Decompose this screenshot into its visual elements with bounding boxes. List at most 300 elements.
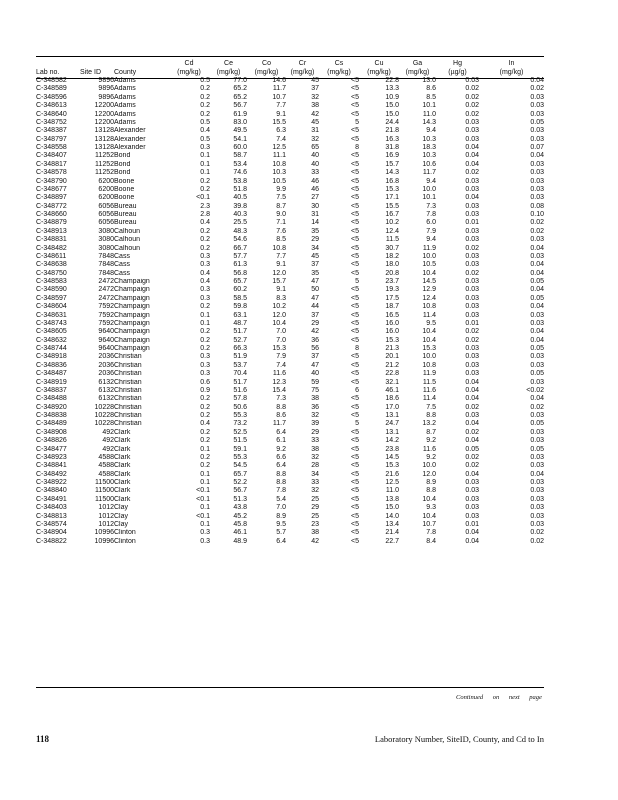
table-cell: 48.7 [233, 319, 247, 327]
table-cell: 0.03 [530, 194, 544, 202]
table-cell: 0.02 [465, 336, 479, 344]
table-row [36, 228, 544, 236]
table-cell: 31 [311, 211, 319, 218]
table-cell: <5 [351, 202, 359, 210]
table-cell: 15.0 [385, 102, 399, 110]
table-cell: 30.7 [385, 244, 399, 252]
table-cell: 0.2 [200, 328, 210, 336]
table-cell: 25 [311, 495, 319, 503]
table-cell: Bureau [114, 202, 137, 210]
table-cell: 38 [311, 102, 319, 110]
table-cell: C-348772 [36, 202, 67, 210]
table-cell: 32 [311, 487, 319, 495]
table-cell: 10.1 [422, 102, 436, 110]
table-cell: 34 [311, 470, 319, 478]
table-cell: 0.03 [530, 311, 544, 319]
table-cell: C-348638 [36, 261, 67, 269]
table-row [36, 253, 544, 261]
table-cell: 8 [355, 144, 359, 151]
column-header [479, 58, 544, 77]
table-row [36, 286, 544, 294]
table-cell: 11.5 [422, 378, 436, 386]
table-cell: <5 [351, 185, 359, 193]
table-cell: 11.4 [422, 395, 436, 403]
table-cell: Cass [114, 261, 130, 269]
table-cell: 0.04 [465, 144, 479, 151]
table-cell: C-348750 [36, 269, 67, 277]
table-cell: <5 [351, 520, 359, 528]
table-cell: 40 [311, 370, 319, 378]
table-cell: 30 [311, 202, 319, 210]
table-cell: 0.2 [200, 177, 210, 185]
table-cell: 0.03 [465, 504, 479, 512]
table-cell: C-348491 [36, 495, 67, 503]
table-cell: C-348790 [36, 177, 67, 185]
table-cell: Champaign [114, 278, 150, 285]
table-cell: 0.03 [530, 135, 544, 143]
table-cell: 32 [311, 412, 319, 419]
table-cell: 8.8 [276, 470, 286, 478]
table-cell: 0.03 [465, 252, 479, 260]
table-cell: 2036 [98, 353, 114, 361]
column-header [36, 58, 80, 77]
table-cell: 5 [355, 420, 359, 428]
table-row [36, 521, 544, 529]
table-cell: 10.0 [422, 353, 436, 361]
table-cell: <5 [351, 269, 359, 277]
table-row [36, 529, 544, 537]
table-cell: 51.7 [233, 378, 247, 386]
table-cell: 31.8 [385, 144, 399, 151]
column-header-unit: (mg/kg) [499, 69, 524, 76]
table-cell: 5 [355, 278, 359, 285]
table-cell: 0.02 [465, 453, 479, 461]
table-cell: 15.3 [385, 462, 399, 470]
table-cell: 17.5 [385, 294, 399, 302]
column-header [359, 58, 399, 77]
table-cell: 59 [311, 378, 319, 386]
table-cell: 65.7 [233, 278, 247, 285]
table-cell: 46.1 [385, 386, 399, 394]
table-cell: 50 [311, 286, 319, 294]
table-row [36, 538, 544, 546]
table-cell: Alexander [114, 135, 146, 143]
table-cell: Adams [114, 102, 136, 110]
table-cell: 51.6 [233, 386, 247, 394]
column-header [210, 58, 247, 77]
table-cell: Alexander [114, 127, 146, 135]
table-cell: 13128 [94, 127, 114, 135]
table-cell: <5 [351, 445, 359, 453]
table-cell: 2036 [98, 370, 114, 378]
table-cell: 7848 [98, 252, 114, 260]
table-cell: 10.3 [422, 152, 436, 160]
table-cell: 83.0 [233, 118, 247, 126]
table-cell: 60.2 [233, 286, 247, 294]
table-cell: 10.0 [422, 185, 436, 193]
table-cell: 0.04 [465, 437, 479, 445]
table-cell: <5 [351, 303, 359, 311]
table-cell: 0.2 [200, 437, 210, 445]
column-header [399, 58, 436, 77]
table-cell: <5 [351, 462, 359, 470]
table-cell: 12200 [94, 102, 114, 110]
table-cell: 18.3 [422, 144, 436, 151]
table-cell: 11.9 [422, 244, 436, 252]
table-row [36, 387, 544, 395]
table-cell: 0.1 [200, 169, 210, 177]
table-cell: 0.3 [200, 286, 210, 294]
table-cell: 0.04 [465, 470, 479, 478]
table-cell: Champaign [114, 294, 150, 302]
table-row [36, 462, 544, 470]
table-cell: <5 [351, 495, 359, 503]
table-cell: 7.7 [276, 102, 286, 110]
table-cell: 7.3 [426, 202, 436, 210]
table-cell: <0.1 [196, 495, 210, 503]
table-cell: 22.8 [385, 370, 399, 378]
table-cell: 0.03 [530, 252, 544, 260]
table-cell: 7.8 [426, 529, 436, 537]
table-cell: 50.6 [233, 403, 247, 411]
table-row [36, 404, 544, 412]
table-cell: 0.05 [530, 445, 544, 453]
table-cell: 0.05 [465, 445, 479, 453]
table-cell: 0.3 [200, 144, 210, 151]
table-cell: 0.04 [530, 328, 544, 336]
table-row [36, 211, 544, 219]
table-cell: 0.04 [530, 261, 544, 269]
table-cell: Christian [114, 412, 142, 419]
table-cell: 66.7 [233, 244, 247, 252]
table-cell: 4588 [98, 462, 114, 470]
table-row [36, 94, 544, 102]
table-cell: C-348836 [36, 361, 67, 369]
table-cell: 58.7 [233, 152, 247, 160]
table-cell: 51.7 [233, 328, 247, 336]
table-cell: 25 [311, 512, 319, 520]
table-cell: 11.5 [385, 236, 399, 244]
table-cell: <5 [351, 236, 359, 244]
table-cell: 0.3 [200, 537, 210, 545]
table-cell: 0.03 [530, 236, 544, 244]
column-header [319, 58, 359, 77]
table-cell: <5 [351, 244, 359, 252]
table-cell: 10996 [94, 537, 114, 545]
table-cell: 51.3 [233, 495, 247, 503]
table-cell: 7.5 [276, 194, 286, 202]
table-cell: 20.1 [385, 353, 399, 361]
table-cell: 18.6 [385, 395, 399, 403]
table-cell: <5 [351, 177, 359, 185]
table-cell: 0.04 [530, 77, 544, 84]
table-cell: 34 [311, 244, 319, 252]
table-cell: C-348403 [36, 504, 67, 512]
table-cell: 0.4 [200, 269, 210, 277]
table-cell: 0.03 [465, 345, 479, 352]
table-cell: Adams [114, 93, 136, 101]
table-cell: 0.02 [465, 110, 479, 118]
table-cell: 0.2 [200, 227, 210, 235]
table-row [36, 203, 544, 211]
table-cell: Adams [114, 118, 136, 126]
table-cell: 0.02 [530, 219, 544, 227]
table-cell: 9896 [98, 85, 114, 93]
table-cell: 0.03 [530, 102, 544, 110]
table-cell: <5 [351, 227, 359, 235]
table-cell: 12200 [94, 118, 114, 126]
table-row [36, 345, 544, 353]
table-cell: 45.2 [233, 512, 247, 520]
table-cell: 77.0 [233, 77, 247, 84]
table-cell: 2036 [98, 361, 114, 369]
table-cell: 9.9 [276, 185, 286, 193]
table-cell: 0.03 [530, 512, 544, 520]
table-cell: 9896 [98, 77, 114, 84]
table-cell: 0.05 [530, 370, 544, 378]
table-cell: 40 [311, 160, 319, 168]
table-cell: Boone [114, 194, 135, 202]
table-cell: <5 [351, 127, 359, 135]
column-header [114, 58, 168, 77]
table-cell: 0.02 [465, 102, 479, 110]
table-cell: 0.03 [465, 361, 479, 369]
table-cell: 0.04 [465, 420, 479, 428]
table-cell: 12.5 [385, 479, 399, 486]
table-cell: Champaign [114, 311, 150, 319]
table-cell: 0.04 [530, 286, 544, 294]
table-cell: 63.1 [233, 311, 247, 319]
table-cell: 39.8 [233, 202, 247, 210]
table-cell: <5 [351, 160, 359, 168]
table-cell: 0.03 [530, 110, 544, 118]
table-cell: Clinton [114, 529, 136, 537]
table-cell: 7.4 [276, 135, 286, 143]
table-cell: 0.03 [465, 294, 479, 302]
table-cell: C-348837 [36, 386, 67, 394]
column-header-unit: Lab no. [36, 69, 60, 76]
table-cell: 0.02 [465, 462, 479, 470]
table-row [36, 169, 544, 177]
table-cell: <5 [351, 194, 359, 202]
table-cell: 0.03 [465, 370, 479, 378]
table-cell: 7.9 [426, 227, 436, 235]
table-cell: 0.02 [465, 428, 479, 436]
table-cell: 10.8 [272, 244, 286, 252]
table-cell: 5.7 [276, 529, 286, 537]
table-cell: 14.6 [272, 77, 286, 84]
table-cell: 12.4 [385, 227, 399, 235]
table-row [36, 111, 544, 119]
table-cell: 17.1 [385, 194, 399, 202]
table-cell: 0.03 [530, 319, 544, 327]
table-cell: 6.6 [276, 453, 286, 461]
table-cell: 492 [102, 437, 114, 445]
table-cell: C-348558 [36, 144, 67, 151]
table-cell: <5 [351, 487, 359, 495]
table-cell: 10.4 [422, 328, 436, 336]
table-cell: 38 [311, 445, 319, 453]
table-cell: 75 [311, 386, 319, 394]
table-cell: 0.03 [530, 479, 544, 486]
table-cell: 65.2 [233, 85, 247, 93]
table-cell: 8.6 [426, 85, 436, 93]
table-cell: 48.9 [233, 537, 247, 545]
table-cell: 6.0 [426, 219, 436, 227]
table-cell: C-348904 [36, 529, 67, 537]
table-cell: <5 [351, 152, 359, 160]
running-head: Laboratory Number, SiteID, County, and Cd to In [374, 734, 544, 744]
table-cell: Champaign [114, 336, 150, 344]
table-row [36, 496, 544, 504]
table-cell: 8 [355, 345, 359, 352]
table-cell: 57.7 [233, 252, 247, 260]
table-cell: <5 [351, 395, 359, 403]
table-cell: 0.10 [530, 211, 544, 218]
table-cell: 11252 [95, 169, 114, 177]
table-cell: C-348908 [36, 428, 67, 436]
table-cell: 10228 [94, 420, 114, 428]
table-cell: 8.8 [276, 403, 286, 411]
table-cell: 10.6 [422, 160, 436, 168]
table-cell: Adams [114, 85, 136, 93]
table-cell: 32 [311, 93, 319, 101]
table-cell: 8.8 [426, 487, 436, 495]
table-cell: 29 [311, 504, 319, 512]
table-cell: 10.1 [422, 194, 436, 202]
table-row [36, 337, 544, 345]
table-cell: 56 [311, 345, 319, 352]
table-cell: 49.5 [233, 127, 247, 135]
table-cell: 0.3 [200, 361, 210, 369]
table-cell: 65.2 [233, 93, 247, 101]
table-cell: C-348797 [36, 135, 67, 143]
table-cell: 0.1 [200, 319, 210, 327]
table-cell: 12200 [94, 110, 114, 118]
table-cell: 0.03 [530, 487, 544, 495]
table-cell: 37 [311, 311, 319, 319]
table-cell: 0.1 [200, 479, 210, 486]
table-cell: 40 [311, 152, 319, 160]
table-cell: <5 [351, 169, 359, 177]
table-cell: 6200 [98, 185, 114, 193]
table-cell: 4588 [98, 453, 114, 461]
table-cell: 3080 [98, 236, 114, 244]
table-cell: 23.7 [385, 278, 399, 285]
table-row [36, 504, 544, 512]
table-cell: 6132 [98, 395, 114, 403]
table-row [36, 395, 544, 403]
table-cell: 0.2 [200, 244, 210, 252]
table-cell: 14.5 [422, 278, 436, 285]
table-cell: Adams [114, 77, 136, 84]
table-cell: 0.4 [200, 420, 210, 428]
table-cell: 11.7 [272, 420, 286, 428]
table-cell: Clay [114, 504, 129, 512]
table-cell: 37 [311, 261, 319, 269]
table-cell: Clark [114, 445, 131, 453]
table-cell: C-348640 [36, 110, 67, 118]
table-cell: 0.3 [200, 353, 210, 361]
table-row [36, 312, 544, 320]
table-cell: C-348813 [36, 512, 67, 520]
table-cell: <5 [351, 252, 359, 260]
table-body [36, 77, 544, 546]
table-cell: 10.7 [272, 93, 286, 101]
table-cell: 8.5 [276, 236, 286, 244]
table-cell: 12.3 [272, 378, 286, 386]
table-cell: 48.3 [233, 227, 247, 235]
table-cell: Calhoun [114, 236, 141, 244]
table-cell: <5 [351, 378, 359, 386]
table-row [36, 513, 544, 521]
table-cell: 13.0 [422, 77, 436, 84]
table-cell: 11500 [95, 479, 114, 486]
column-header-unit: (mg/kg) [290, 69, 315, 76]
table-cell: C-348582 [36, 77, 67, 84]
table-cell: Christian [114, 378, 142, 386]
table-cell: 0.04 [465, 537, 479, 545]
table-cell: 0.03 [465, 512, 479, 520]
table-cell: 6 [355, 386, 359, 394]
table-cell: 0.02 [530, 537, 544, 545]
table-cell: 32 [311, 453, 319, 461]
table-cell: Clinton [114, 537, 136, 545]
table-cell: 0.03 [465, 278, 479, 285]
column-header-unit: (mg/kg) [254, 69, 279, 76]
table-cell: 12.0 [272, 311, 286, 319]
table-cell: 61.3 [233, 261, 247, 269]
table-cell: 0.03 [530, 353, 544, 361]
table-cell: Christian [114, 361, 142, 369]
table-cell: 6056 [98, 219, 114, 227]
table-cell: 0.1 [200, 520, 210, 528]
table-cell: 33 [311, 169, 319, 177]
table-cell: 10.3 [272, 169, 286, 177]
table-cell: 42 [311, 537, 319, 545]
table-cell: 9.3 [426, 504, 436, 512]
table-cell: 0.03 [465, 353, 479, 361]
table-cell: C-348743 [36, 319, 67, 327]
table-row [36, 136, 544, 144]
table-cell: C-348923 [36, 453, 67, 461]
table-cell: 15.3 [272, 345, 286, 352]
table-cell: 0.02 [530, 403, 544, 411]
table-cell: C-348583 [36, 278, 67, 285]
table-cell: 10.2 [385, 219, 399, 227]
table-row [36, 85, 544, 93]
table-cell: 16.0 [385, 328, 399, 336]
table-cell: 0.03 [465, 236, 479, 244]
table-cell: 0.03 [530, 361, 544, 369]
table-row [36, 119, 544, 127]
table-cell: 39 [311, 420, 319, 428]
table-cell: 0.4 [200, 127, 210, 135]
table-cell: 29 [311, 319, 319, 327]
table-cell: 0.1 [200, 445, 210, 453]
table-cell: Christian [114, 403, 142, 411]
table-cell: 0.03 [530, 378, 544, 386]
table-cell: 0.03 [530, 462, 544, 470]
table-cell: 65.7 [233, 470, 247, 478]
table-row [36, 295, 544, 303]
table-cell: 0.03 [530, 428, 544, 436]
table-cell: 0.02 [530, 85, 544, 93]
table-cell: <5 [351, 311, 359, 319]
table-cell: 15.5 [272, 118, 286, 126]
table-cell: 0.2 [200, 85, 210, 93]
table-cell: 28 [311, 462, 319, 470]
